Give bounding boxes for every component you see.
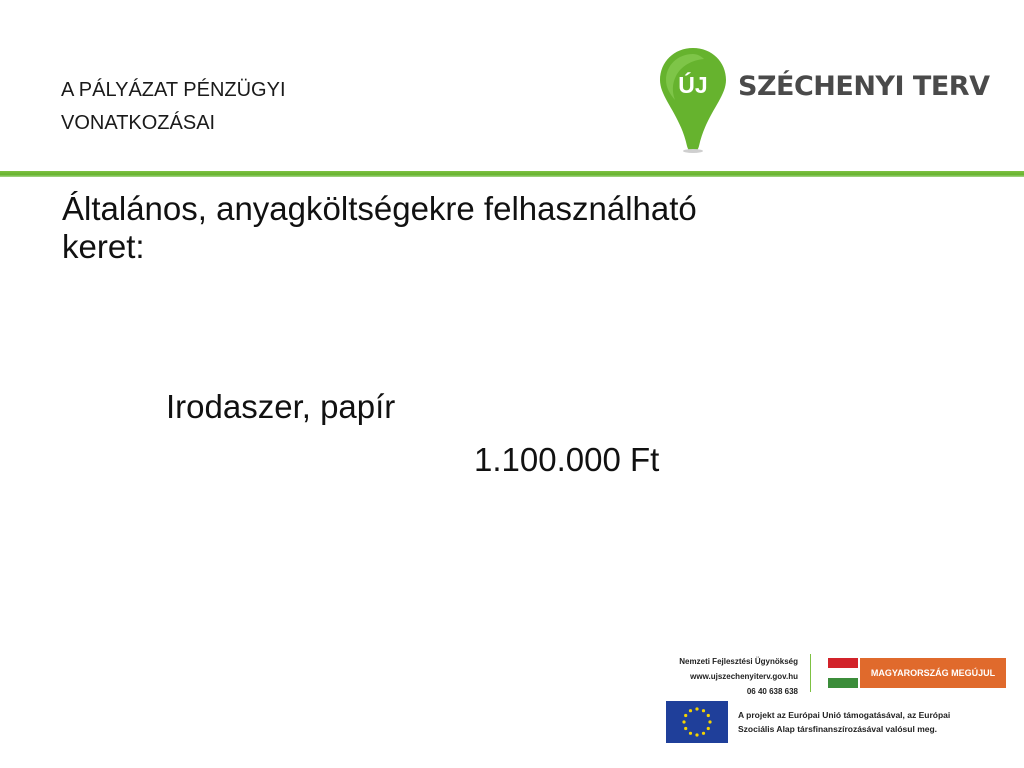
agency-name: Nemzeti Fejlesztési Ügynökség [679,657,798,666]
section-heading-line-2: keret: [62,228,145,265]
szechenyi-terv-logo [658,46,1008,156]
renew-badge: MAGYARORSZÁG MEGÚJUL [860,658,1006,688]
eu-funding-line-2: Szociális Alap társfinanszírozásával valósul meg. [738,724,938,734]
slide-title-line-1: A PÁLYÁZAT PÉNZÜGYI [61,79,286,101]
budget-item-label: Irodaszer, papír [166,388,396,425]
eu-flag-icon [666,701,728,743]
agency-url: www.ujszechenyiterv.gov.hu [690,672,798,681]
location-pin-icon [658,46,728,154]
header-divider [0,171,1024,177]
agency-info [660,654,798,699]
logo-pin-label: ÚJ [678,72,708,98]
logo-wordmark: SZÉCHENYI TERV [738,71,990,102]
eu-funding-line-1: A projekt az Európai Unió támogatásával, az Európai [738,710,951,720]
budget-item-amount: 1.100.000 Ft [474,441,660,478]
slide-title [61,74,286,140]
section-heading-line-1: Általános, anyagköltségekre felhasználható [62,190,697,227]
footer-divider [810,654,811,692]
section-heading [62,190,962,266]
agency-phone: 06 40 638 638 [746,687,798,696]
eu-funding-notice [738,708,1020,736]
slide-title-line-2: VONATKOZÁSAI [61,112,216,134]
hungarian-flag-icon [828,658,858,688]
footer-logos [660,648,1020,758]
